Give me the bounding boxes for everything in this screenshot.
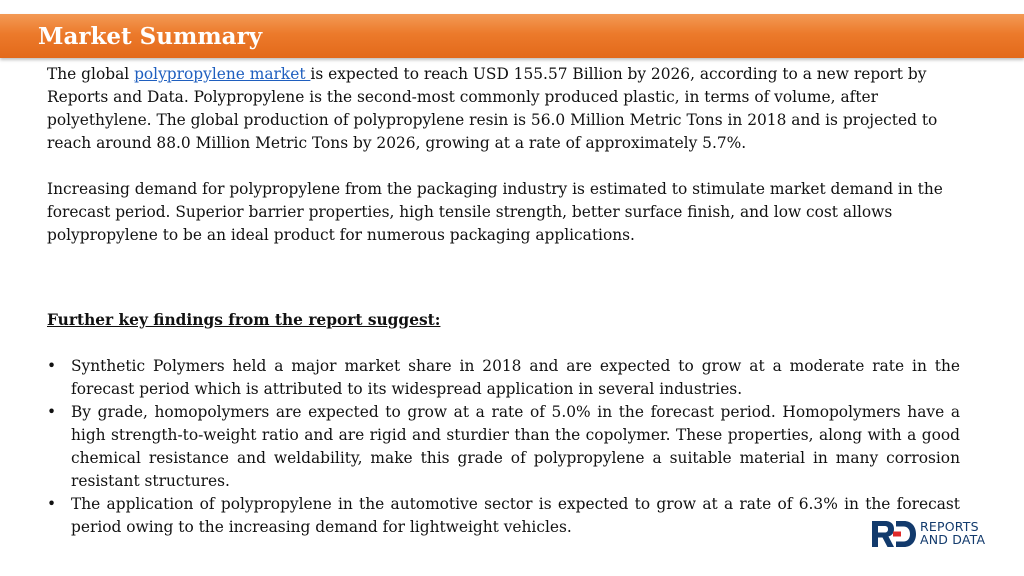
findings-heading: Further key findings from the report suggest: — [47, 311, 441, 329]
logo-line-reports: REPORTS — [920, 519, 979, 534]
summary-text-start: The global — [47, 65, 135, 83]
logo-red-bar — [893, 532, 901, 537]
rd-logo-icon — [872, 521, 916, 547]
logo-line-and-data: AND DATA — [920, 532, 986, 547]
summary-text-rest: is expected to reach USD 155.57 Billion by 2026, according to a new report by Reports and Data. Polypropylene is the second-most commonly produced plastic, in terms of volume, after polyethylene. The global production of polypropylene resin is 56.0 Million Metric Tons in 2018 and is projected to reach around 88.0 Million Metric Tons by 2026, growing at a rate of approximately 5.7%. — [47, 65, 938, 152]
polypropylene-market-link[interactable]: polypropylene market — [134, 65, 311, 83]
finding-text: Synthetic Polymers held a major market share in 2018 and are expected to grow at a moderate rate in the forecast period which is attributed to its widespread application in several industries. — [71, 357, 960, 398]
logo-wordmark — [920, 520, 985, 546]
page-title: Market Summary — [38, 23, 263, 50]
finding-item — [47, 355, 960, 401]
bullet-icon: • — [47, 495, 57, 513]
findings-list — [47, 355, 960, 539]
finding-text: By grade, homopolymers are expected to grow at a rate of 5.0% in the forecast period. Homopolymers have a high strength-to-weight ratio and are rigid and sturdier than the copolymer. These properties, along with a good chemical resistance and weldability, make this grade of polypropylene a suitable material in many corrosion resistant structures. — [71, 403, 960, 490]
finding-text: The application of polypropylene in the automotive sector is expected to grow at a rate of 6.3% in the forecast period owing to the increasing demand for lightweight vehicles. — [71, 495, 960, 536]
bullet-icon: • — [47, 403, 57, 421]
bullet-icon: • — [47, 357, 57, 375]
finding-item — [47, 493, 960, 539]
reports-and-data-logo — [872, 519, 992, 549]
summary-paragraph-1 — [47, 63, 960, 155]
logo-r-shape — [872, 521, 894, 547]
title-bar — [0, 14, 1024, 58]
content-area — [47, 63, 960, 539]
finding-item — [47, 401, 960, 493]
summary-paragraph-2: Increasing demand for polypropylene from the packaging industry is estimated to stimulate market demand in the forecast period. Superior barrier properties, high tensile strength, better surface finish, and low cost allows polypropylene to be an ideal product for numerous packaging applications. — [47, 180, 943, 244]
